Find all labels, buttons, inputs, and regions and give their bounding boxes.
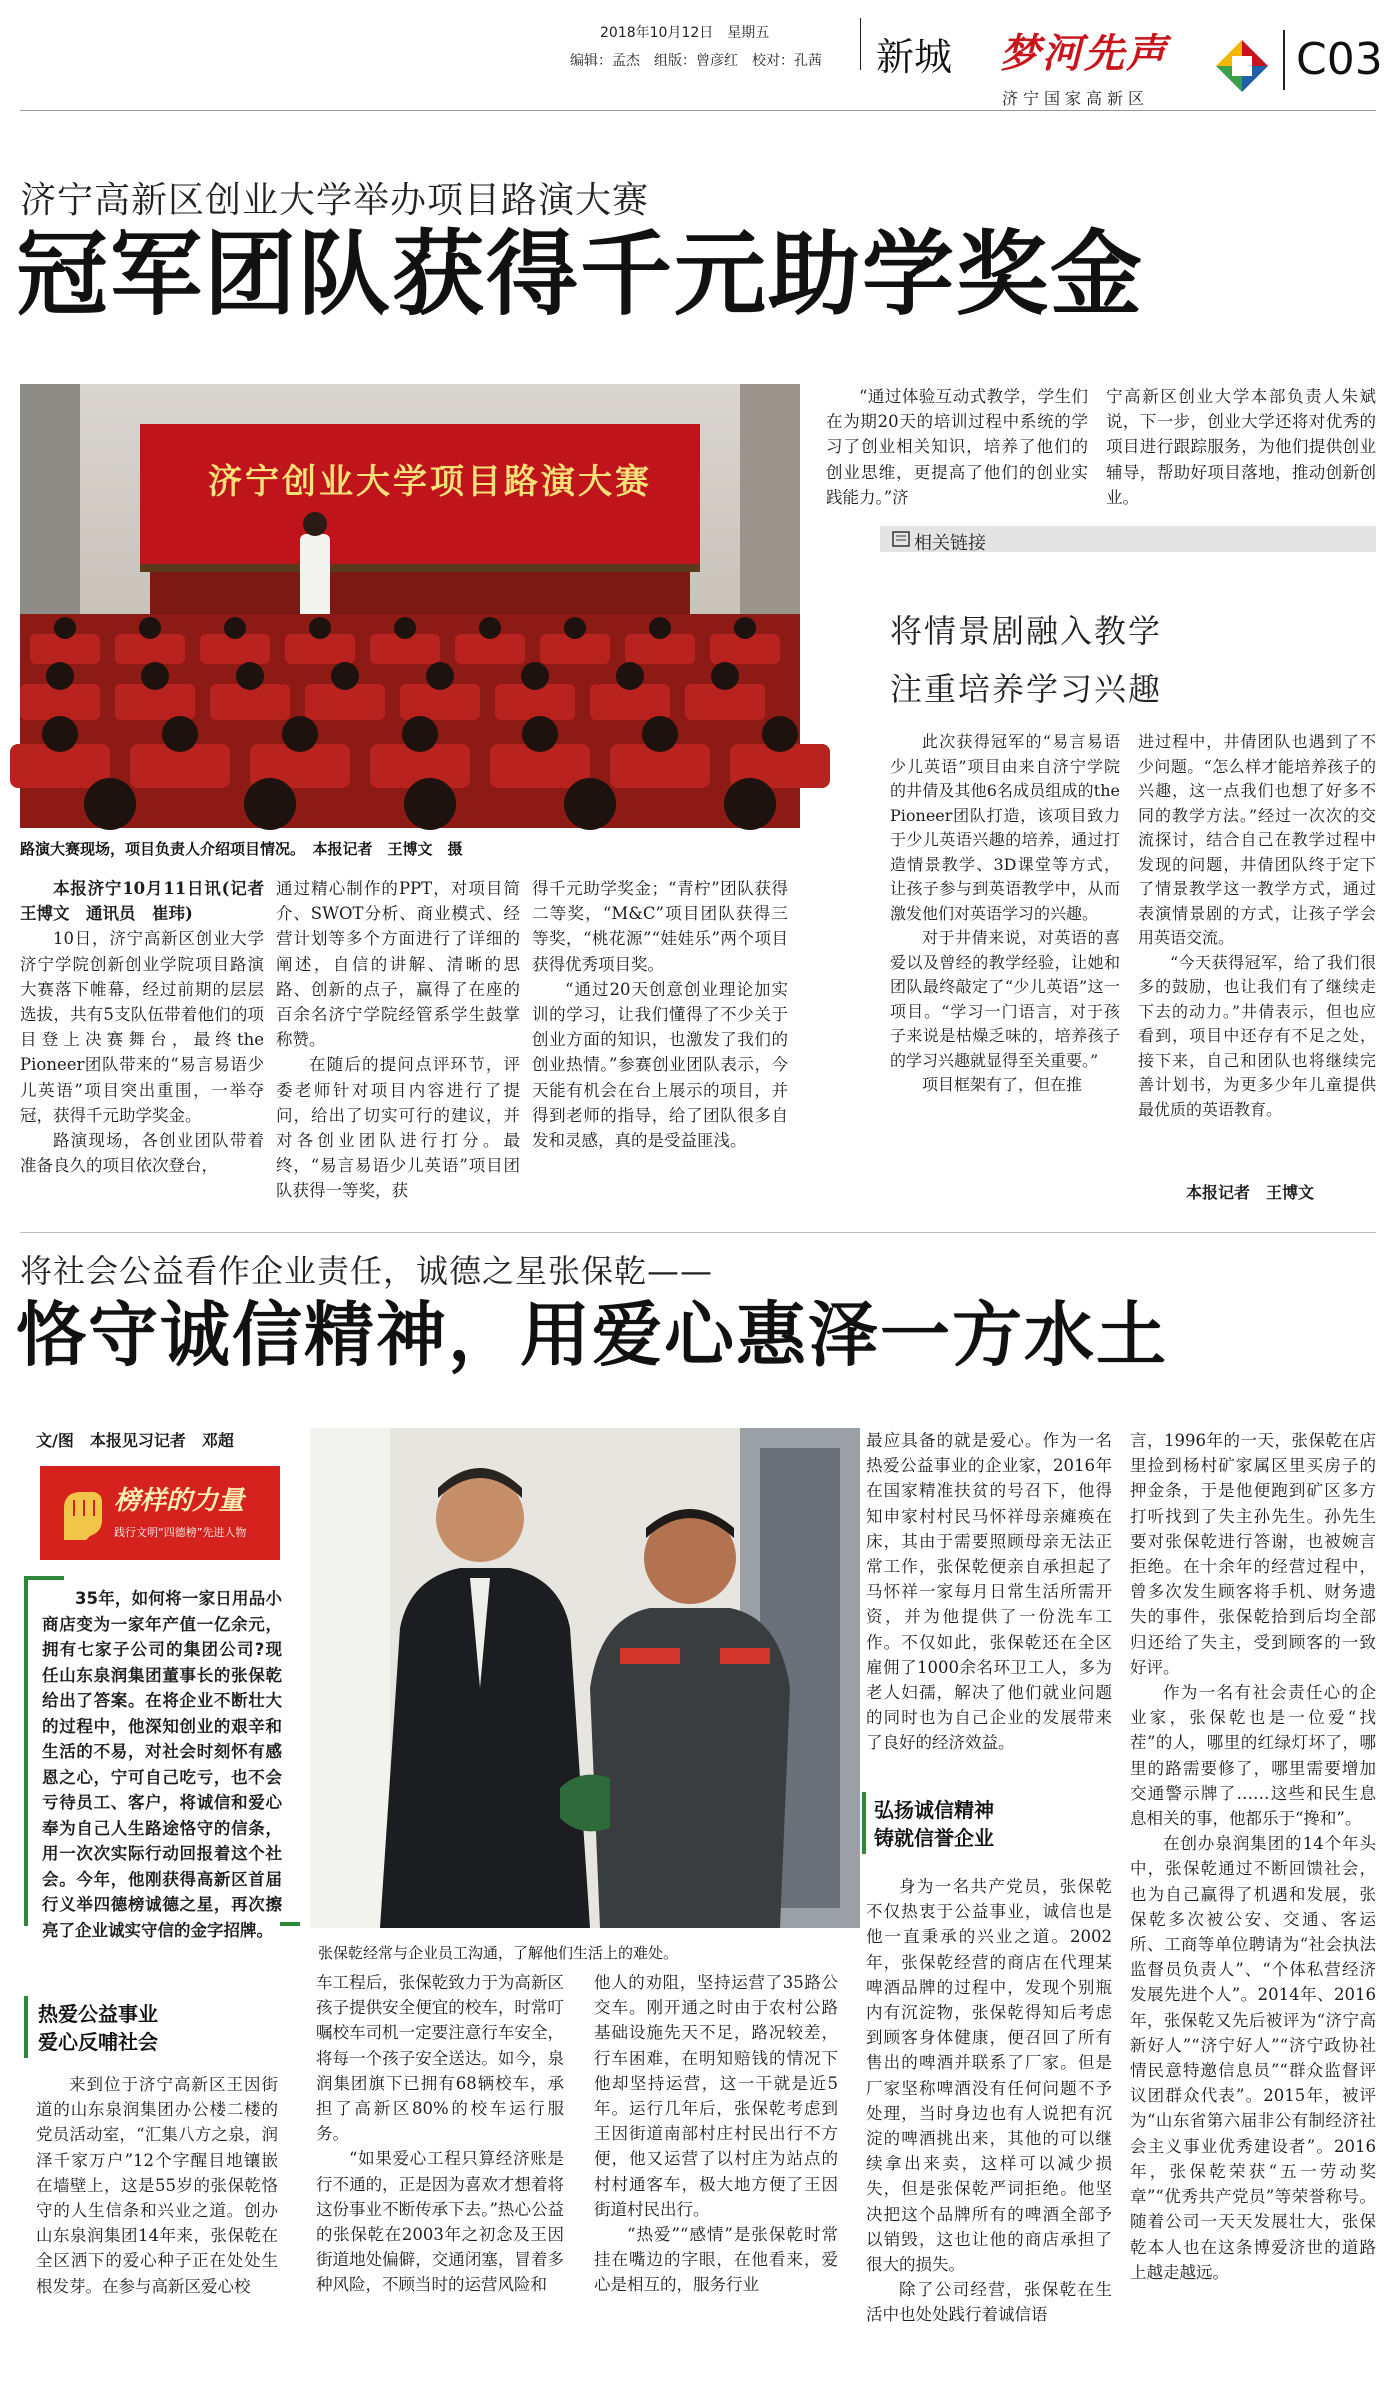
related-byline: 本报记者 王博文: [1186, 1183, 1315, 1202]
paragraph: 他人的劝阻，坚持运营了35路公交车。刚开通之时由于农村公路基础设施先天不足，路况较差，行车困难，在明知赔钱的情况下他却坚持运营，这一干就是近5年。运行几年后，张保乾考虑到王因街道南部村庄村民出行不方便，他又运营了以村庄为站点的村村通客车，极大地方便了王因街道村民出行。: [594, 1973, 838, 2219]
story2-byline: 文/图 本报见习记者 邓超: [36, 1431, 234, 1450]
roadshow-scene: [20, 384, 800, 828]
section1-title: 热爱公益事业 爱心反哺社会: [38, 2002, 158, 2054]
paragraph: 在随后的提问点评环节，评委老师针对项目内容进行了提问，给出了切实可行的建议，并对各创业团队进行打分。最终，“易言易语少儿英语”项目团队获得一等奖，获: [276, 1055, 520, 1201]
emblem-icon: [1212, 36, 1272, 96]
paragraph: 除了公司经营，张保乾在生活中也处处践行着诚信语: [866, 2280, 1112, 2325]
story2-photo: [310, 1428, 860, 1928]
section1-bar: [24, 1996, 28, 2058]
story2-kicker: 将社会公益看作企业责任，诚德之星张保乾——: [20, 1252, 714, 1290]
badge-subtitle: 践行文明“四德榜”先进人物: [114, 1526, 247, 1539]
story1-col-3: [532, 876, 788, 1256]
two-men-scene: [310, 1428, 860, 1928]
section2-bar: [862, 1792, 866, 1854]
dateline: 本报济宁10月11日讯(记者 王博文 通讯员 崔玮): [20, 879, 281, 924]
related-title-2: 注重培养学习兴趣: [890, 670, 1163, 708]
paragraph: 来到位于济宁高新区王因街道的山东泉润集团办公楼二楼的党员活动室，“汇集八方之泉，润泽千家万户”12个字醒目地镶嵌在墙壁上，这是55岁的张保乾恪守的人生信条和兴业之道。创办山东泉润集团14年来，张保乾在全区洒下的爱心种子正在处处生根发芽。在参与高新区爱心校: [36, 2075, 278, 2296]
paragraph: 此次获得冠军的“易言易语少儿英语”项目由来自济宁学院的井倩及其他6名成员组成的the Pioneer团队打造，该项目致力于少儿英语兴趣的培养，通过打造情景教学、3D课堂等方式，让孩子参与到英语教学中，从而激发他们对英语学习的兴趣。: [890, 732, 1120, 923]
header-divider: [860, 18, 861, 70]
paragraph: 言，1996年的一天，张保乾在店里捡到杨村矿家属区里买房子的押金条，于是他便跑到矿区多方打听找到了失主孙先生。孙先生要对张保乾进行答谢，也被婉言拒绝。在十余年的经营过程中，曾多次发生顾客将手机、财务遗失的事件，张保乾拾到后均全部归还给了失主，受到顾客的一致好评。: [1130, 1431, 1376, 1677]
paragraph: 10日，济宁高新区创业大学济宁学院创新创业学院项目路演大赛落下帷幕，经过前期的层层选拔，共有5支队伍带着他们的项目登上决赛舞台，最终the Pioneer团队带来的“易言易语少儿英语”项目突出重围，一举夺冠，获得千元助学奖金。: [20, 929, 264, 1125]
intro-bracket-bottom: [280, 1922, 300, 1926]
issue-date: 2018年10月12日 星期五: [600, 25, 770, 41]
story2-intro: [42, 1586, 282, 1940]
section2-title: 弘扬诚信精神 铸就信誉企业: [874, 1798, 994, 1850]
story2-photo-caption: 张保乾经常与企业员工沟通，了解他们生活上的难处。: [318, 1944, 679, 1962]
related-col-a: [890, 730, 1120, 1220]
editors-line: 编辑：孟杰 组版：曾彦红 校对：孔茜: [570, 53, 822, 69]
photo-banner-text: 济宁创业大学项目路演大赛: [208, 462, 652, 502]
paragraph: 车工程后，张保乾致力于为高新区孩子提供安全便宜的校车，时常叮嘱校车司机一定要注意行车安全，将每一个孩子安全送达。如今，泉润集团旗下已拥有68辆校车，承担了高新区80%的校车运行服务。: [316, 1973, 564, 2144]
paragraph: 宁高新区创业大学本部负责人朱斌说，下一步，创业大学还将对优秀的项目进行跟踪服务，为他们提供创业辅导，帮助好项目落地，推动创新创业。: [1106, 387, 1376, 507]
paragraph: “今天获得冠军，给了我们很多的鼓励，也让我们有了继续走下去的动力。”井倩表示，但也应看到，项目中还存有不足之处，接下来，自己和团队也将继续完善计划书，为更多少年儿童提供最优质的英语教育。: [1138, 952, 1376, 1119]
story2-headline: 恪守诚信精神，用爱心惠泽一方水土: [16, 1294, 1168, 1376]
brand-subtitle: 济宁国家高新区: [1002, 89, 1150, 108]
story2-right-col-1b: [866, 1874, 1112, 2382]
story1-headline: 冠军团队获得千元助学奖金: [16, 221, 1145, 328]
page-no-divider: [1283, 30, 1285, 90]
paragraph: “通过体验互动式教学，学生们在为期20天的培训过程中系统的学习了创业相关知识，培养了他们的创业思维，更提高了他们的创业实践能力。”济: [826, 387, 1088, 507]
paragraph: “如果爱心工程只算经济账是行不通的，正是因为喜欢才想着将这份事业不断传承下去。”热心公益的张保乾在2003年之初念及王因街道地处偏僻，交通闭塞，冒着多种风险，不顾当时的运营风险和: [316, 2149, 564, 2295]
section-rule: [20, 1232, 1376, 1233]
brand-logo: 梦河先声: [1000, 30, 1168, 77]
paragraph: 路演现场，各创业团队带着准备良久的项目依次登台，: [20, 1131, 264, 1176]
paragraph: 作为一名有社会责任心的企业家，张保乾也是一位爱“找茬”的人，哪里的红绿灯坏了，哪里的路需要修了，哪里需要增加交通警示牌了……这些和民生息息相关的事，他都乐于“搀和”。: [1130, 1683, 1376, 1829]
paragraph: 对于井倩来说，对英语的喜爱以及曾经的教学经验，让她和团队最终敲定了“少儿英语”这一项目。“学习一门语言，对于孩子来说是枯燥乏味的，培养孩子的学习兴趣就显得至关重要。”: [890, 928, 1120, 1070]
intro-bracket-left: [24, 1576, 28, 1926]
paragraph: 通过精心制作的PPT，对项目简介、SWOT分析、商业模式、经营计划等多个方面进行了详细的阐述，自信的讲解、清晰的思路、创新的点子，赢得了在座的百余名济宁学院经管系学生鼓掌称赞。: [276, 879, 520, 1050]
paragraph: 身为一名共产党员，张保乾不仅热衷于公益事业，诚信也是他一直秉承的兴业之道。2002年，张保乾经营的商店在代理某啤酒品牌的过程中，发现个别瓶内有沉淀物，张保乾得知后考虑到顾客身体健康，便召回了所有售出的啤酒并联系了厂家。但是厂家坚称啤酒没有任何问题不予处理，当时身边也有人说把有沉淀的啤酒挑出来，其他的可以继续拿出来卖，这样可以减少损失，但是张保乾严词拒绝。他坚决把这个品牌所有的啤酒全部予以销毁，这也让他的商店承担了很大的损失。: [866, 1877, 1112, 2275]
document-icon: [892, 531, 910, 547]
related-link-label: 相关链接: [914, 533, 986, 554]
story1-col-5: [1106, 384, 1376, 514]
paragraph: “热爱”“感情”是张保乾时常挂在嘴边的字眼，在他看来，爱心是相互的，服务行业: [594, 2225, 838, 2295]
paragraph: 项目框架有了，但在推: [922, 1075, 1083, 1094]
story1-kicker: 济宁高新区创业大学举办项目路演大赛: [20, 180, 650, 221]
badge-title: 榜样的力量: [114, 1486, 245, 1516]
paragraph: 在创办泉润集团的14个年头中，张保乾通过不断回馈社会，也为自己赢得了机遇和发展，张保乾多次被公安、交通、客运所、工商等单位聘请为“社会执法监督员负责人”、“个体私营经济发展先进个人”。2014年、2016年，张保乾又先后被评为“济宁高新好人”“济宁好人”“济宁政协社情民意特邀信息员”“群众监督评议团群众代表”。2015年，被评为“山东省第六届非公有制经济社会主义事业优秀建设者”。2016年，张保乾荣获“五一劳动奖章”“优秀共产党员”等荣誉称号。随着公司一天天发展壮大，张保乾本人也在这条博爱济世的道路上越走越远。: [1130, 1834, 1376, 2282]
intro-paragraph: 35年，如何将一家日用品小商店变为一家年产值一亿余元，拥有七家子公司的集团公司?现任山东泉润集团董事长的张保乾给出了答案。在将企业不断壮大的过程中，他深知创业的艰辛和生活的不易，对社会时刻怀有感恩之心，宁可自己吃亏，也不会亏待员工、客户，将诚信和爱心奉为自己人生路途恪守的信条，用一次次实际行动回报着这个社会。今年，他刚获得高新区首届行义举四德榜诚德之星，再次擦亮了企业诚实守信的金字招牌。: [42, 1589, 282, 1940]
story2-right-col-2: [1130, 1428, 1376, 2382]
story2-s1-col-1: [36, 2072, 278, 2382]
intro-bracket-top: [24, 1576, 64, 1580]
paragraph: “通过20天创意创业理论加实训的学习，让我们懂得了不少关于创业方面的知识，也激发了我们的创业热情。”参赛创业团队表示，今天能有机会在台上展示的项目，并得到老师的指导，给了团队很多自发和灵感，真的是受益匪浅。: [532, 979, 788, 1151]
story2-right-col-1: [866, 1428, 1112, 1784]
fist-icon: [50, 1480, 106, 1546]
page-number: C03: [1296, 34, 1383, 85]
story1-col-2: [276, 876, 520, 1256]
section-name: 新城: [876, 35, 953, 79]
story2-s1-col-3: [594, 1970, 838, 2382]
related-title-1: 将情景剧融入教学: [890, 612, 1163, 650]
paragraph: 进过程中，井倩团队也遇到了不少问题。“怎么样才能培养孩子的兴趣，这一点我们也想了好多不同的教学方法。”经过一次次的交流探讨，结合自己在教学过程中发现的问题，井倩团队终于定下了情景教学这一教学方式，通过表演情景剧的方式，让孩子学会用英语交流。: [1138, 732, 1376, 947]
story2-s1-col-2: [316, 1970, 564, 2382]
paragraph: 得千元助学奖金；“青柠”团队获得二等奖，“M&C”项目团队获得三等奖，“桃花源”“娃娃乐”两个项目获得优秀项目奖。: [532, 879, 788, 974]
story1-photo: [20, 384, 800, 828]
role-model-badge: [40, 1466, 280, 1560]
paragraph: 最应具备的就是爱心。作为一名热爱公益事业的企业家，2016年在国家精准扶贫的号召下，他得知申家村村民马怀祥母亲瘫痪在床，其由于需要照顾母亲无法正常工作，张保乾便亲自承担起了马怀祥一家每月日常生活所需开资，并为他提供了一份洗车工作。不仅如此，张保乾还在全区雇佣了1000余名环卫工人，多为老人妇孺，解决了他们就业问题的同时也为自己企业的发展带来了良好的经济效益。: [866, 1431, 1112, 1753]
story1-col-1: [20, 876, 281, 1256]
related-col-b: [1138, 730, 1376, 1170]
story1-photo-caption: 路演大赛现场，项目负责人介绍项目情况。 本报记者 王博文 摄: [20, 840, 463, 858]
header-rule: [20, 110, 1376, 111]
story1-col-4: [826, 384, 1088, 514]
